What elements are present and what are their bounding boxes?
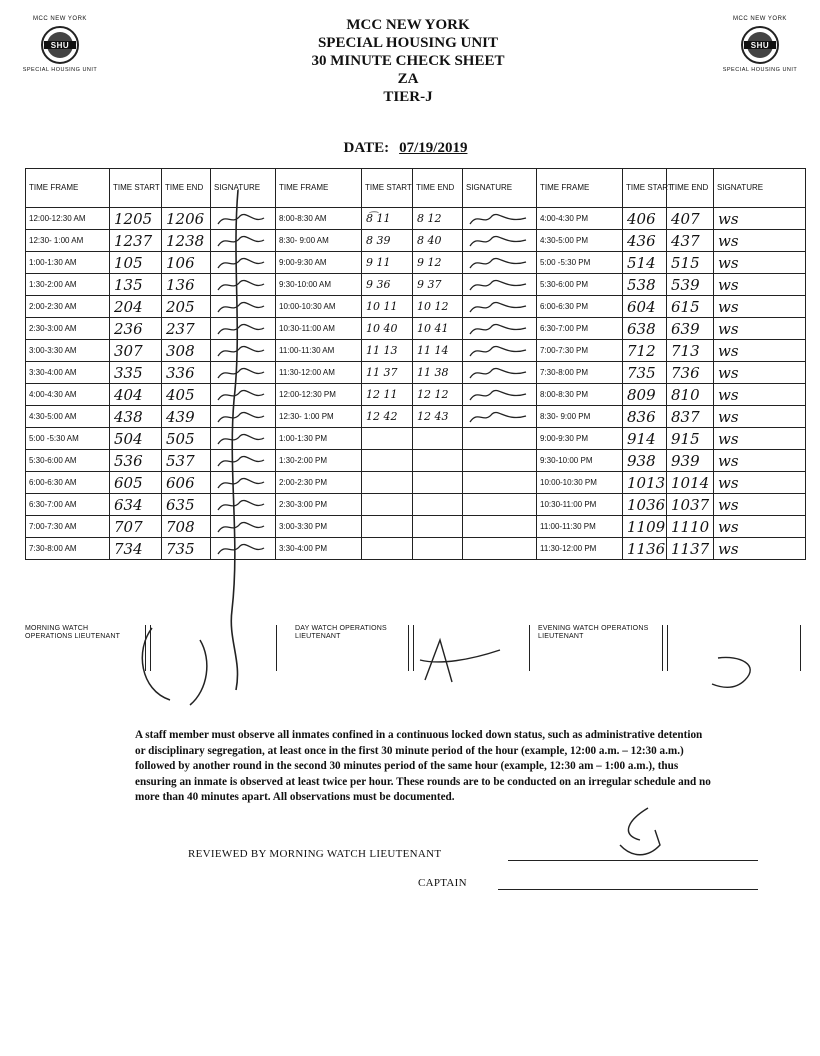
signature-scribble-icon (466, 408, 532, 426)
signature-initials-cell: ws (714, 516, 806, 538)
signature-scribble-icon (466, 232, 532, 250)
signature-cell (463, 406, 537, 428)
table-row (26, 406, 806, 428)
signature-initials-cell: ws (714, 362, 806, 384)
time-start-cell: 9 36 (362, 274, 413, 296)
time-end-cell: 437 (667, 230, 714, 252)
col-time-start: TIME START (110, 169, 162, 208)
signature-initials-cell: ws (714, 318, 806, 340)
captain-signature-line (498, 889, 758, 890)
signature-scribble-icon (214, 276, 270, 294)
time-frame-cell: 3:30-4:00 PM (276, 538, 362, 560)
signature-scribble-icon (214, 320, 270, 338)
time-start-cell: 634 (110, 494, 162, 516)
signature-initials-cell: ws (714, 472, 806, 494)
time-end-cell: 635 (162, 494, 211, 516)
time-frame-cell: 8:30- 9:00 PM (537, 406, 623, 428)
time-start-cell: 105 (110, 252, 162, 274)
time-start-cell: 938 (623, 450, 667, 472)
time-end-cell: 407 (667, 208, 714, 230)
time-start-cell (362, 428, 413, 450)
time-start-cell: 436 (623, 230, 667, 252)
logo-bottom-text: SPECIAL HOUSING UNIT (722, 67, 798, 73)
morning-watch-signature-box (145, 625, 277, 671)
signature-cell (463, 340, 537, 362)
time-frame-cell: 8:00-8:30 AM (276, 208, 362, 230)
time-end-cell: 537 (162, 450, 211, 472)
time-start-cell: 1013 (623, 472, 667, 494)
time-start-cell: 8 39 (362, 230, 413, 252)
signature-initials-cell: ws (714, 406, 806, 428)
time-frame-cell: 12:30- 1:00 AM (26, 230, 110, 252)
time-frame-cell: 6:30-7:00 PM (537, 318, 623, 340)
time-end-cell: 136 (162, 274, 211, 296)
time-end-cell: 615 (667, 296, 714, 318)
time-frame-cell: 6:00-6:30 AM (26, 472, 110, 494)
date-line (0, 140, 817, 157)
signature-cell (211, 362, 276, 384)
time-frame-cell: 4:30-5:00 PM (537, 230, 623, 252)
signature-scribble-icon (214, 232, 270, 250)
time-end-cell: 1238 (162, 230, 211, 252)
time-start-cell: 11 13 (362, 340, 413, 362)
time-end-cell: 12 43 (413, 406, 463, 428)
table-row (26, 252, 806, 274)
time-frame-cell: 10:00-10:30 PM (537, 472, 623, 494)
time-end-cell: 8 12 (413, 208, 463, 230)
time-end-cell: 205 (162, 296, 211, 318)
col-time-frame: TIME FRAME (537, 169, 623, 208)
signature-initials-cell: ws (714, 274, 806, 296)
time-start-cell: 707 (110, 516, 162, 538)
time-start-cell: 10 40 (362, 318, 413, 340)
signature-cell (211, 384, 276, 406)
table-row (26, 428, 806, 450)
time-end-cell: 106 (162, 252, 211, 274)
time-start-cell (362, 450, 413, 472)
col-time-end: TIME END (413, 169, 463, 208)
shu-logo-left (0, 16, 120, 73)
time-frame-cell: 3:00-3:30 AM (26, 340, 110, 362)
table-row (26, 472, 806, 494)
time-end-cell: 308 (162, 340, 211, 362)
time-start-cell: 8͡ 11 (362, 208, 413, 230)
signature-initials-cell: ws (714, 230, 806, 252)
check-sheet-table (25, 168, 806, 560)
col-signature: SIGNATURE (463, 169, 537, 208)
date-label: DATE: (343, 140, 390, 156)
time-end-cell: 12 12 (413, 384, 463, 406)
time-end-cell (413, 450, 463, 472)
reviewed-signature-line (508, 860, 758, 861)
signature-cell (211, 274, 276, 296)
time-start-cell: 538 (623, 274, 667, 296)
time-end-cell: 1137 (667, 538, 714, 560)
signature-scribble-icon (214, 408, 270, 426)
shu-seal-icon (740, 25, 780, 65)
signature-cell (211, 538, 276, 560)
signature-scribble-icon (214, 364, 270, 382)
col-signature: SIGNATURE (211, 169, 276, 208)
time-frame-cell: 4:00-4:30 AM (26, 384, 110, 406)
signature-cell (463, 362, 537, 384)
time-frame-cell: 11:30-12:00 PM (537, 538, 623, 560)
time-frame-cell: 10:30-11:00 PM (537, 494, 623, 516)
time-start-cell: 712 (623, 340, 667, 362)
table-row (26, 318, 806, 340)
time-frame-cell: 3:30-4:00 AM (26, 362, 110, 384)
time-end-cell: 837 (667, 406, 714, 428)
signature-scribble-icon (466, 276, 532, 294)
time-end-cell: 539 (667, 274, 714, 296)
time-frame-cell: 2:30-3:00 AM (26, 318, 110, 340)
time-end-cell: 505 (162, 428, 211, 450)
time-frame-cell: 2:30-3:00 PM (276, 494, 362, 516)
signature-scribble-icon (214, 430, 270, 448)
time-end-cell: 1110 (667, 516, 714, 538)
captain-label: CAPTAIN (418, 877, 467, 889)
time-frame-cell: 5:00 -5:30 AM (26, 428, 110, 450)
time-frame-cell: 5:30-6:00 PM (537, 274, 623, 296)
time-start-cell: 1109 (623, 516, 667, 538)
table-row (26, 538, 806, 560)
table-row (26, 450, 806, 472)
time-start-cell: 638 (623, 318, 667, 340)
signature-cell (463, 252, 537, 274)
time-start-cell: 1237 (110, 230, 162, 252)
time-frame-cell: 11:00-11:30 AM (276, 340, 362, 362)
time-frame-cell: 6:00-6:30 PM (537, 296, 623, 318)
signature-cell (211, 450, 276, 472)
shu-logo-right (700, 16, 820, 73)
signature-cell (463, 384, 537, 406)
signature-cell (463, 208, 537, 230)
time-start-cell: 236 (110, 318, 162, 340)
col-signature: SIGNATURE (714, 169, 806, 208)
time-frame-cell: 4:00-4:30 PM (537, 208, 623, 230)
signature-scribble-icon (466, 254, 532, 272)
signature-scribble-icon (466, 386, 532, 404)
title-line-5: TIER-J (383, 89, 433, 105)
table-row (26, 362, 806, 384)
signature-initials-cell: ws (714, 252, 806, 274)
signature-cell (211, 516, 276, 538)
col-time-end: TIME END (667, 169, 714, 208)
signature-scribble-icon (466, 342, 532, 360)
signature-scribble-icon (214, 342, 270, 360)
time-start-cell (362, 516, 413, 538)
signature-scribble-icon (214, 496, 270, 514)
title-line-2: SPECIAL HOUSING UNIT (317, 35, 499, 51)
signature-cell (211, 406, 276, 428)
time-end-cell: 11 38 (413, 362, 463, 384)
time-frame-cell: 4:30-5:00 AM (26, 406, 110, 428)
time-end-cell: 736 (667, 362, 714, 384)
signature-cell (463, 274, 537, 296)
table-row (26, 340, 806, 362)
time-end-cell (413, 538, 463, 560)
signature-scribble-icon (214, 518, 270, 536)
time-end-cell: 9 37 (413, 274, 463, 296)
time-end-cell: 439 (162, 406, 211, 428)
time-frame-cell: 2:00-2:30 AM (26, 296, 110, 318)
time-end-cell: 237 (162, 318, 211, 340)
evening-watch-label: EVENING WATCH OPERATIONS LIEUTENANT (538, 625, 649, 640)
time-frame-cell: 9:00-9:30 AM (276, 252, 362, 274)
time-end-cell: 1037 (667, 494, 714, 516)
table-row (26, 384, 806, 406)
signature-scribble-icon (466, 298, 532, 316)
col-time-frame: TIME FRAME (26, 169, 110, 208)
time-end-cell: 915 (667, 428, 714, 450)
time-end-cell: 336 (162, 362, 211, 384)
signature-scribble-icon (214, 540, 270, 558)
signature-initials-cell: ws (714, 494, 806, 516)
time-end-cell: 939 (667, 450, 714, 472)
document-title (258, 16, 558, 106)
time-frame-cell: 5:30-6:00 AM (26, 450, 110, 472)
time-end-cell: 639 (667, 318, 714, 340)
time-end-cell: 10 41 (413, 318, 463, 340)
time-frame-cell: 11:00-11:30 PM (537, 516, 623, 538)
time-start-cell: 135 (110, 274, 162, 296)
signature-cell (463, 472, 537, 494)
signature-scribble-icon (214, 386, 270, 404)
time-start-cell: 12 42 (362, 406, 413, 428)
time-end-cell: 515 (667, 252, 714, 274)
time-frame-cell: 9:30-10:00 AM (276, 274, 362, 296)
instructions-paragraph: A staff member must observe all inmates confined in a continuous locked down status, such as administrative detention or disciplinary segregation, at least once in the first 30 minute period of the hour (example, 12:00 a.m. – 12:30 a.m.) followed by another round in the second 30 minutes period of the same hour (example, 12:30 am – 1:00 a.m.), thus ensuring an inmate is observed at least twice per hour. These rounds are to be conducted on an irregular schedule and no more than 40 minutes apart. All observations must be documented. (135, 729, 711, 803)
time-start-cell: 335 (110, 362, 162, 384)
title-line-1: MCC NEW YORK (346, 17, 470, 33)
time-frame-cell: 1:00-1:30 PM (276, 428, 362, 450)
col-time-start: TIME START (362, 169, 413, 208)
signature-scribble-icon (214, 452, 270, 470)
day-watch-signature-box (408, 625, 530, 671)
signature-initials-cell: ws (714, 538, 806, 560)
signature-initials-cell: ws (714, 428, 806, 450)
table-header-row (26, 169, 806, 208)
time-start-cell: 307 (110, 340, 162, 362)
time-frame-cell: 1:30-2:00 AM (26, 274, 110, 296)
time-start-cell: 438 (110, 406, 162, 428)
time-end-cell: 9 12 (413, 252, 463, 274)
evening-watch-signature-box (662, 625, 801, 671)
logo-bottom-text: SPECIAL HOUSING UNIT (22, 67, 98, 73)
signature-cell (211, 472, 276, 494)
time-start-cell: 504 (110, 428, 162, 450)
time-end-cell (413, 494, 463, 516)
table-row (26, 494, 806, 516)
time-end-cell: 8 40 (413, 230, 463, 252)
reviewed-by-label: REVIEWED BY MORNING WATCH LIEUTENANT (188, 848, 442, 860)
time-start-cell: 1136 (623, 538, 667, 560)
time-start-cell: 9 11 (362, 252, 413, 274)
time-start-cell: 605 (110, 472, 162, 494)
signature-scribble-icon (466, 364, 532, 382)
table-row (26, 296, 806, 318)
signature-scribble-icon (214, 474, 270, 492)
svg-text:SHU: SHU (50, 41, 70, 50)
signature-cell (211, 494, 276, 516)
signature-cell (463, 318, 537, 340)
time-start-cell (362, 494, 413, 516)
time-frame-cell: 7:30-8:00 PM (537, 362, 623, 384)
date-value: 07/19/2019 (399, 140, 468, 156)
time-end-cell: 606 (162, 472, 211, 494)
signature-scribble-icon (214, 210, 270, 228)
time-start-cell (362, 538, 413, 560)
morning-watch-label: MORNING WATCH OPERATIONS LIEUTENANT (25, 625, 121, 640)
logo-top-text: MCC NEW YORK (733, 16, 787, 22)
time-frame-cell: 9:00-9:30 PM (537, 428, 623, 450)
watch-signature-row (25, 625, 805, 671)
time-end-cell: 11 14 (413, 340, 463, 362)
signature-initials-cell: ws (714, 384, 806, 406)
time-frame-cell: 11:30-12:00 AM (276, 362, 362, 384)
time-frame-cell: 10:30-11:00 AM (276, 318, 362, 340)
signature-cell (211, 428, 276, 450)
time-frame-cell: 7:00-7:30 AM (26, 516, 110, 538)
time-start-cell: 836 (623, 406, 667, 428)
signature-cell (211, 208, 276, 230)
time-frame-cell: 3:00-3:30 PM (276, 516, 362, 538)
table-row (26, 208, 806, 230)
time-frame-cell: 12:00-12:30 AM (26, 208, 110, 230)
time-end-cell: 810 (667, 384, 714, 406)
time-start-cell: 735 (623, 362, 667, 384)
time-frame-cell: 1:30-2:00 PM (276, 450, 362, 472)
signature-initials-cell: ws (714, 340, 806, 362)
time-end-cell: 1206 (162, 208, 211, 230)
table-row (26, 274, 806, 296)
time-start-cell: 12 11 (362, 384, 413, 406)
signature-cell (463, 296, 537, 318)
signature-cell (463, 428, 537, 450)
time-end-cell: 10 12 (413, 296, 463, 318)
signature-cell (463, 516, 537, 538)
time-start-cell: 1205 (110, 208, 162, 230)
signature-initials-cell: ws (714, 208, 806, 230)
time-start-cell: 204 (110, 296, 162, 318)
time-frame-cell: 2:00-2:30 PM (276, 472, 362, 494)
signature-cell (463, 450, 537, 472)
time-start-cell: 11 37 (362, 362, 413, 384)
time-end-cell (413, 516, 463, 538)
table-row (26, 230, 806, 252)
svg-text:SHU: SHU (750, 41, 770, 50)
time-end-cell: 1014 (667, 472, 714, 494)
time-start-cell: 734 (110, 538, 162, 560)
signature-cell (211, 296, 276, 318)
time-frame-cell: 9:30-10:00 PM (537, 450, 623, 472)
time-start-cell: 809 (623, 384, 667, 406)
title-line-3: 30 MINUTE CHECK SHEET (311, 53, 505, 69)
time-frame-cell: 1:00-1:30 AM (26, 252, 110, 274)
signature-initials-cell: ws (714, 450, 806, 472)
time-frame-cell: 8:00-8:30 PM (537, 384, 623, 406)
col-time-end: TIME END (162, 169, 211, 208)
table-row (26, 516, 806, 538)
time-frame-cell: 6:30-7:00 AM (26, 494, 110, 516)
signature-cell (463, 230, 537, 252)
signature-cell (211, 252, 276, 274)
time-frame-cell: 7:30-8:00 AM (26, 538, 110, 560)
time-end-cell: 713 (667, 340, 714, 362)
signature-cell (211, 340, 276, 362)
time-frame-cell: 12:00-12:30 PM (276, 384, 362, 406)
signature-scribble-icon (466, 320, 532, 338)
time-frame-cell: 10:00-10:30 AM (276, 296, 362, 318)
time-frame-cell: 5:00 -5:30 PM (537, 252, 623, 274)
time-end-cell (413, 428, 463, 450)
shu-seal-icon (40, 25, 80, 65)
time-start-cell: 10 11 (362, 296, 413, 318)
time-frame-cell: 8:30- 9:00 AM (276, 230, 362, 252)
logo-top-text: MCC NEW YORK (33, 16, 87, 22)
signature-initials-cell: ws (714, 296, 806, 318)
time-end-cell: 735 (162, 538, 211, 560)
signature-cell (211, 230, 276, 252)
signature-cell (463, 538, 537, 560)
signature-scribble-icon (214, 298, 270, 316)
day-watch-label: DAY WATCH OPERATIONS LIEUTENANT (295, 625, 387, 640)
time-frame-cell: 12:30- 1:00 PM (276, 406, 362, 428)
signature-cell (211, 318, 276, 340)
title-line-4: ZA (397, 71, 419, 87)
time-start-cell: 914 (623, 428, 667, 450)
signature-scribble-icon (214, 254, 270, 272)
col-time-start: TIME START (623, 169, 667, 208)
time-frame-cell: 7:00-7:30 PM (537, 340, 623, 362)
reviewer-signature (620, 808, 660, 855)
time-end-cell (413, 472, 463, 494)
col-time-frame: TIME FRAME (276, 169, 362, 208)
time-start-cell: 406 (623, 208, 667, 230)
time-start-cell (362, 472, 413, 494)
time-start-cell: 514 (623, 252, 667, 274)
time-end-cell: 708 (162, 516, 211, 538)
time-start-cell: 1036 (623, 494, 667, 516)
time-start-cell: 536 (110, 450, 162, 472)
time-end-cell: 405 (162, 384, 211, 406)
signature-scribble-icon (466, 210, 532, 228)
time-start-cell: 404 (110, 384, 162, 406)
signature-cell (463, 494, 537, 516)
time-start-cell: 604 (623, 296, 667, 318)
